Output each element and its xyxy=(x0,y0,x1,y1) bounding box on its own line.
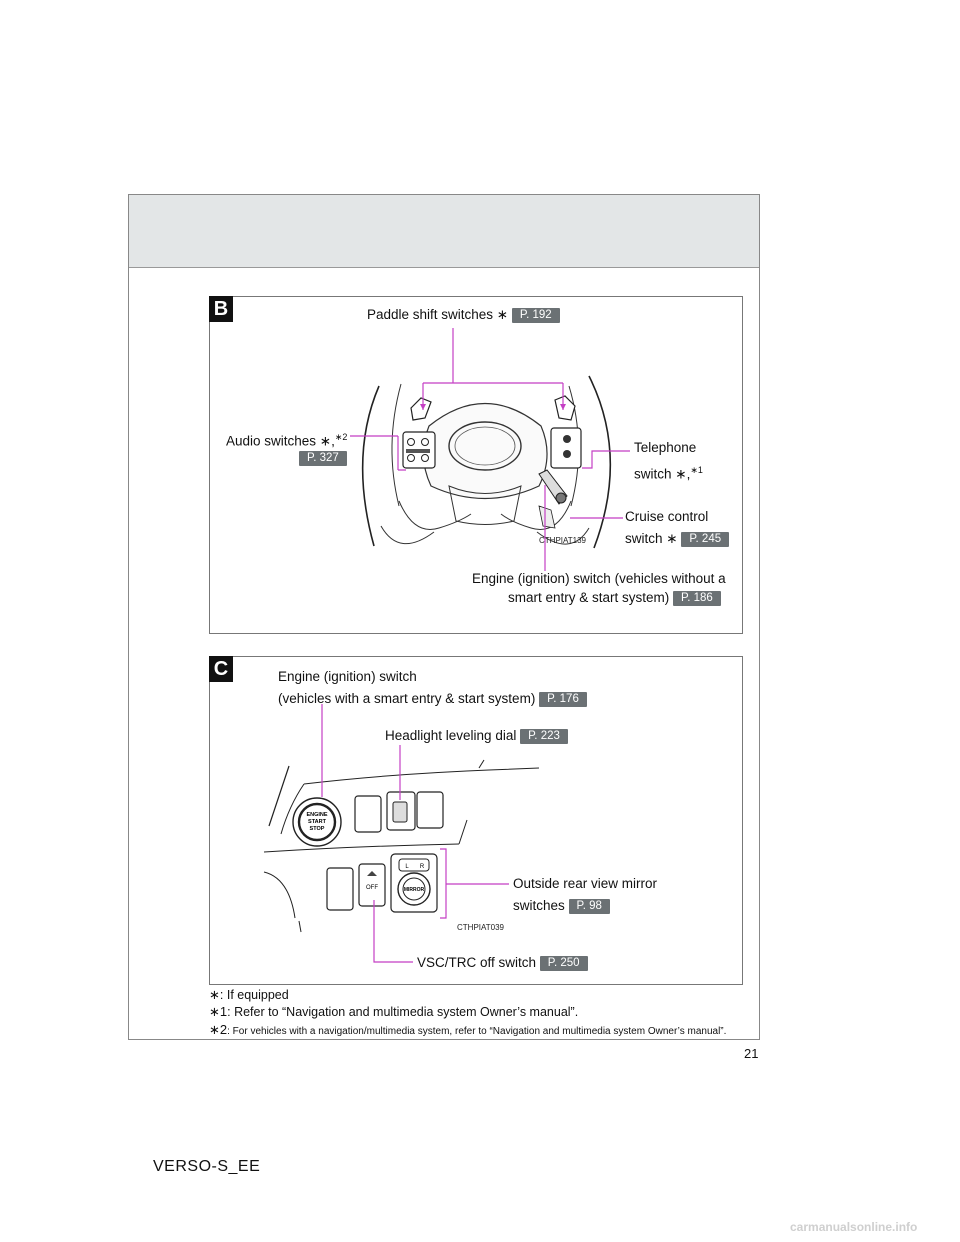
headlight-dial-text: Headlight leveling dial xyxy=(385,728,517,743)
footnote-0-text: : If equipped xyxy=(219,988,289,1002)
cruise-control-page-ref[interactable]: P. 245 xyxy=(681,532,729,547)
section-b-image-code: CTHPIAT139 xyxy=(539,536,586,545)
section-c-image-code: CTHPIAT039 xyxy=(457,923,504,932)
vsc-trc-label xyxy=(417,954,588,972)
engine-button-line1: ENGINE xyxy=(306,812,328,818)
mirror-r-text: R xyxy=(419,864,425,870)
mirror-switches-line1: Outside rear view mirror xyxy=(513,876,658,891)
section-c-badge: C xyxy=(209,656,233,682)
engine-switch-b-line2: smart entry & start system) xyxy=(508,590,670,605)
paddle-shift-text: Paddle shift switches ∗ xyxy=(367,307,509,322)
cruise-control-line1: Cruise control xyxy=(625,509,709,524)
engine-switch-b-line1: Engine (ignition) switch (vehicles without a xyxy=(472,571,726,586)
section-b-badge: B xyxy=(209,296,233,322)
mirror-switches-page-ref[interactable]: P. 98 xyxy=(569,899,610,914)
footnote-2 xyxy=(209,1022,726,1038)
footnote-if-equipped xyxy=(209,987,289,1003)
footer-code: VERSO-S_EE xyxy=(153,1158,261,1175)
mirror-switches-line2: switches xyxy=(513,898,565,913)
engine-switch-b-page-ref[interactable]: P. 186 xyxy=(673,591,721,606)
mirror-l-text: L xyxy=(405,864,409,870)
engine-switch-c-line1: Engine (ignition) switch xyxy=(278,669,417,684)
engine-button-line3: STOP xyxy=(309,826,325,832)
headlight-dial-label xyxy=(385,727,568,745)
engine-switch-c-line2: (vehicles with a smart entry & start system) xyxy=(278,691,536,706)
footnote-2-text: : For vehicles with a navigation/multimedia system, refer to “Navigation and multimedia system Owner’s manual”. xyxy=(227,1026,727,1037)
engine-switch-c-page-ref[interactable]: P. 176 xyxy=(539,692,587,707)
footnote-0-mark: ∗ xyxy=(209,987,220,1002)
footnote-1 xyxy=(209,1004,578,1020)
telephone-switch-line1: Telephone xyxy=(634,440,697,455)
mirror-button-text: MIRROR xyxy=(403,887,425,893)
engine-button-line2: START xyxy=(308,819,326,825)
engine-switch-c-label xyxy=(278,668,587,708)
footnote-1-mark: ∗1 xyxy=(209,1004,228,1019)
audio-switches-text: Audio switches ∗, xyxy=(226,433,335,449)
vsc-button-text: OFF xyxy=(366,885,378,891)
cruise-control-line2: switch ∗ xyxy=(625,531,678,546)
page-number: 21 xyxy=(744,1046,759,1061)
telephone-switch-footnote-mark: ∗1 xyxy=(690,465,703,475)
headlight-dial-page-ref[interactable]: P. 223 xyxy=(520,729,568,744)
watermark: carmanualsonline.info xyxy=(790,1220,918,1234)
vsc-trc-text: VSC/TRC off switch xyxy=(417,955,537,970)
mirror-switches-label xyxy=(513,875,657,915)
audio-switches-page-ref[interactable]: P. 327 xyxy=(299,451,347,466)
telephone-switch-line2: switch ∗, xyxy=(634,466,691,482)
audio-switches-footnote-mark: ∗2 xyxy=(334,432,348,442)
vsc-trc-page-ref[interactable]: P. 250 xyxy=(540,956,588,971)
footnote-2-mark: ∗2 xyxy=(209,1022,228,1037)
footnote-1-text: : Refer to “Navigation and multimedia system Owner’s manual”. xyxy=(227,1005,579,1019)
paddle-shift-page-ref[interactable]: P. 192 xyxy=(512,308,560,323)
